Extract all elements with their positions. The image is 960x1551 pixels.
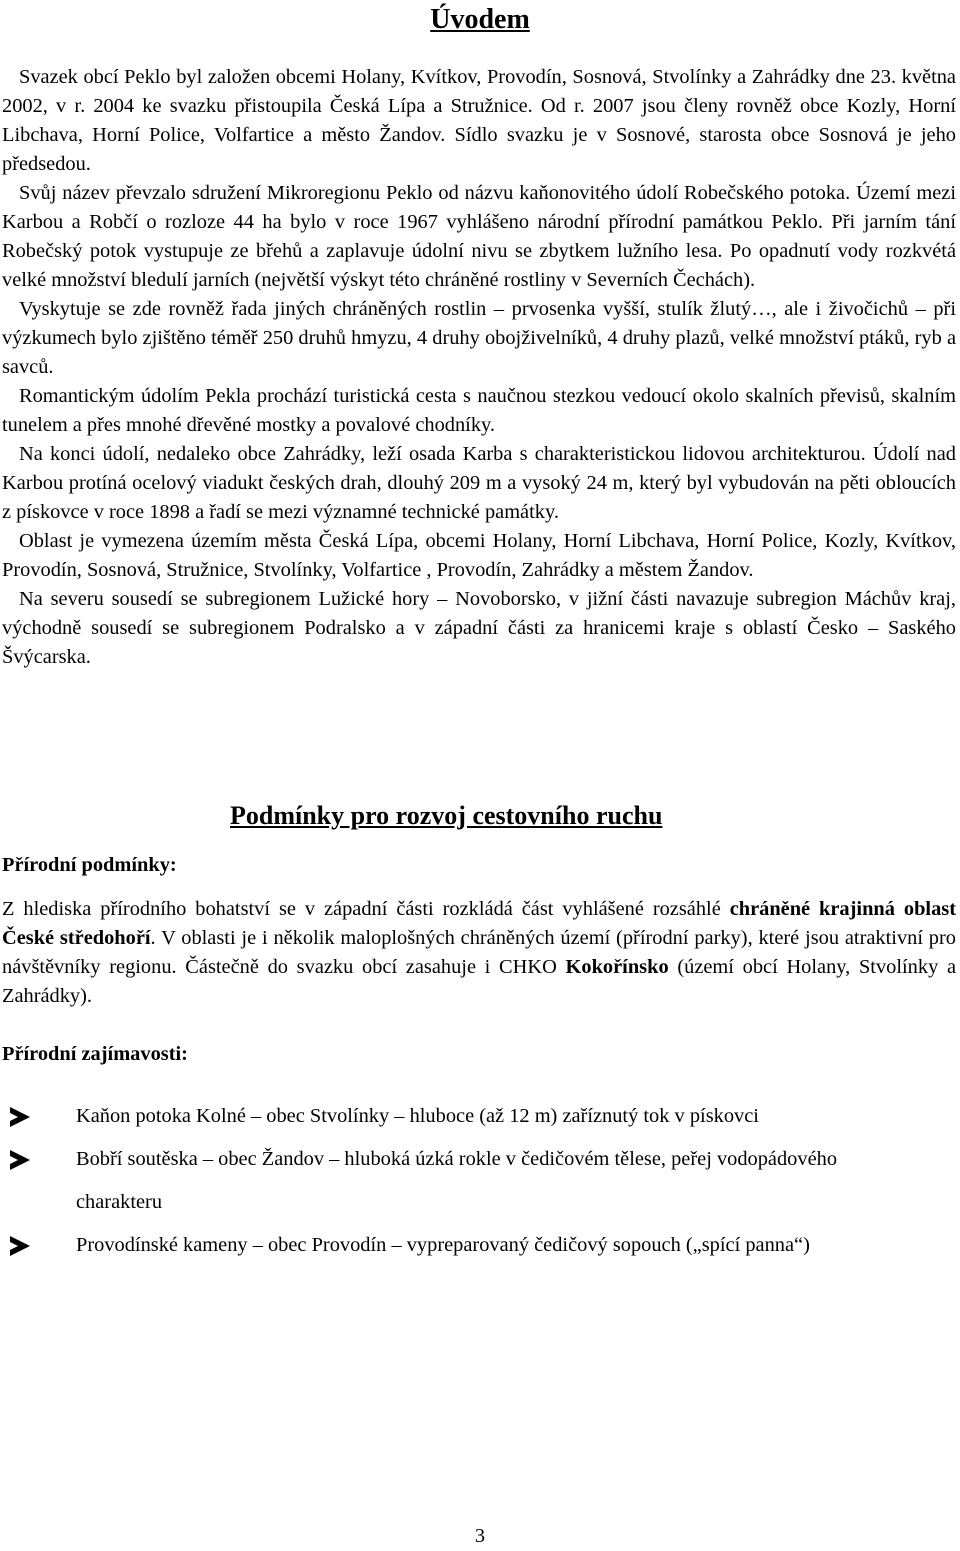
bold-text: chráněné krajinná oblast České středohoří [2,898,956,949]
paragraph: Vyskytuje se zde rovněž řada jiných chráněných rostlin – prvosenka vyšší, stulík žlutý…, ale i živočichů – při výzkumech bylo zjištěno téměř 250 druhů hmyzu, 4 druhy obojživelníků, 4 druhy plazů, velké množství ptáků, ryb a savců. [2,298,956,378]
list-item [0,1224,956,1267]
paragraph [2,895,956,1011]
section-title: Podmínky pro rozvoj cestovního ruchu [230,801,663,830]
arrow-bullet-icon [10,1107,30,1127]
paragraph: Svazek obcí Peklo byl založen obcemi Holany, Kvítkov, Provodín, Sosnová, Stvolínky a Zahrádky dne 23. května 2002, v r. 2004 ke svazku přistoupila Česká Lípa a Stružnice. Od r. 2007 jsou členy rovněž obce Kozly, Horní Libchava, Horní Police, Volfartice a město Žandov. Sídlo svazku je v Sosnové, starosta obce Sosnová je jeho předsedou. [2,66,956,175]
list-item-text: Bobří soutěska – obec Žandov – hluboká úzká rokle v čedičovém tělese, peřej vodopádového charakteru [76,1148,838,1213]
page-title: Úvodem [430,4,530,35]
paragraph: Na konci údolí, nedaleko obce Zahrádky, leží osada Karba s charakteristickou lidovou architekturou. Údolí nad Karbou protíná ocelový viadukt českých drah, dlouhý 209 m a vysoký 24 m, který byl vybudován na pěti obloucích z pískovce v roce 1898 a řadí se mezi významné technické památky. [2,443,956,523]
natural-sights-heading: Přírodní zajímavosti: [2,1043,188,1065]
bold-text: Kokořínsko [565,956,669,978]
paragraph: Svůj název převzalo sdružení Mikroregionu Peklo od názvu kaňonovitého údolí Robečského potoka. Území mezi Karbou a Robčí o rozloze 44 ha bylo v roce 1967 vyhlášeno národní přírodní památkou Peklo. Při jarním tání Robečský potok vystupuje ze břehů a zaplavuje údolní nivu se zbytkem lužního lesa. Po opadnutí vody rozkvétá velké množství bledulí jarních (největší výskyt této chráněné rostliny v Severních Čechách). [2,182,956,291]
list-item [0,1138,956,1224]
arrow-bullet-icon [10,1236,30,1256]
arrow-bullet-icon [10,1150,30,1170]
text-run: (území obcí Holany, Stvolínky a Zahrádky). [2,956,957,1007]
paragraph: Na severu sousedí se subregionem Lužické hory – Novoborsko, v jižní části navazuje subregion Máchův kraj, východně sousedí se subregionem Podralsko a v západní části za hranicemi kraje s oblastí Česko – Saského Švýcarska. [2,588,956,668]
list-item-text: Provodínské kameny – obec Provodín – vypreparovaný čedičový sopouch („spící panna“) [76,1234,810,1256]
paragraph: Romantickým údolím Pekla prochází turistická cesta s naučnou stezkou vedoucí okolo skalních převisů, skalním tunelem a přes mnohé dřevěné mostky a povalové chodníky. [2,385,956,436]
natural-conditions-text [2,895,956,1011]
text-run: . V oblasti je i několik maloplošných chráněných území (přírodní parky), které jsou atraktivní pro návštěvníky regionu. Částečně do svazku obcí zasahuje i CHKO [2,927,956,978]
intro-text [2,63,956,672]
page-number: 3 [474,1525,486,1547]
natural-conditions-heading: Přírodní podmínky: [2,854,177,876]
list-item [0,1095,956,1138]
text-run: Z hlediska přírodního bohatství se v západní části rozkládá část vyhlášené rozsáhlé [2,898,730,920]
paragraph: Oblast je vymezena územím města Česká Lípa, obcemi Holany, Horní Libchava, Horní Police, Kozly, Kvítkov, Provodín, Sosnová, Stružnice, Stvolínky, Volfartice , Provodín, Zahrádky a městem Žandov. [2,530,956,581]
natural-sights-list [0,1095,956,1267]
list-item-text: Kaňon potoka Kolné – obec Stvolínky – hluboce (až 12 m) zaříznutý tok v pískovci [76,1105,759,1127]
